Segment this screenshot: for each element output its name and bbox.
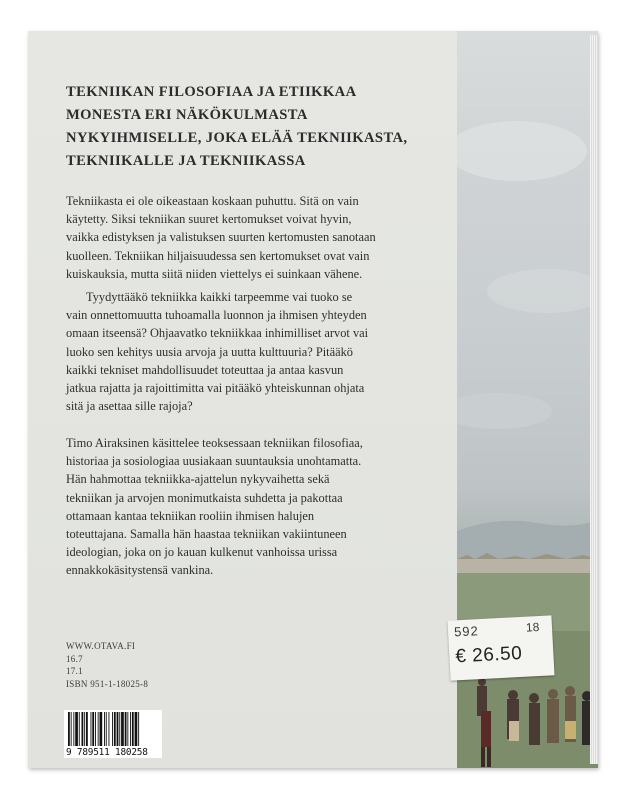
isbn: ISBN 951-1-18025-8 [66,678,149,689]
barcode-bars-icon [64,710,162,748]
price-sticker [448,615,555,680]
text-line: vaikka edistyksen ja valistuksen suurten kertomusten sanotaan [66,230,376,245]
text-line: tekniikan ja arvojen monimutkaista suhdetta ja pakottaa [66,490,343,505]
text-line: Hän hahmottaa tekniikka-ajattelun nykyvaihetta sekä [66,472,330,487]
text-line: vain onnettomuutta tuhoamalla luonnon ja ihmisen yhteyden [66,308,367,323]
sticker-code: 592 [453,623,480,640]
barcode [64,710,162,758]
paragraph-author [66,434,431,580]
headline-line: NYKYIHMISELLE, JOKA ELÄÄ TEKNIIKASTA, [66,130,408,146]
text-line: jatkua rajatta ja rajoittimitta vai pitääkö yhteiskunnan ohjata [66,381,365,396]
text-line: ideologian, joka on jo kauan kulkenut vanhoissa urissa [66,545,338,560]
headline-line: MONESTA ERI NÄKÖKULMASTA [66,107,308,123]
text-line: Tekniikasta ei ole oikeastaan koskaan puhuttu. Sitä on vain [66,194,359,208]
back-cover [28,31,457,768]
price-label: € 26.50 [454,642,523,668]
publisher-info [66,640,148,690]
barcode-digits: 9 789511 180258 [66,747,148,758]
classification-code: 17.1 [66,666,83,677]
text-line: historiaa ja sosiologiaa uusiakaan suuntauksia unohtamatta. [66,454,362,469]
paragraph-questions [66,288,431,415]
text-line: kuiskauksia, mutta siitä niiden viettelys ei suinkaan vähene. [66,266,363,281]
text-line: käytetty. Siksi tekniikan suuret kertomukset voivat hyvin, [66,212,352,227]
text-line: Tyydyttääkö tekniikka kaikki tarpeemme vai tuoko se [86,290,353,304]
text-line: kuolleen. Tekniikan hiljaisuudessa sen kertomukset ovat vain [66,248,370,263]
text-line: ottamaan kantaa tekniikan rooliin ihmisen halujen [66,508,315,523]
classification-code: 16.7 [66,653,83,664]
text-line: omaan itseensä? Ohjaavatko tekniikkaa inhimilliset arvot vai [66,326,369,341]
page-edges [590,35,598,764]
headline-line: TEKNIIKALLE JA TEKNIIKASSA [66,153,306,169]
text-line: luoko sen kehitys uusia arvoja ja uutta kulttuuria? Pitääkö [66,344,353,359]
text-line: sitä ja asettaa sille rajoja? [66,399,193,414]
text-line: ennakkokäsitystensä vankina. [66,563,214,578]
paragraph-intro [66,192,431,283]
text-line: toteuttajana. Samalla hän haastaa tekniikan vakiintuneen [66,527,347,542]
headline [66,81,426,173]
headline-line: TEKNIIKAN FILOSOFIAA JA ETIIKKAA [66,84,357,100]
text-line: Timo Airaksinen käsittelee teoksessaan tekniikan filosofiaa, [66,436,363,450]
text-line: kaikki tekniset mahdollisuudet toteuttaa ja antaa kasvun [66,362,344,377]
sticker-code: 18 [525,619,540,635]
publisher-url: WWW.OTAVA.FI [66,641,136,651]
